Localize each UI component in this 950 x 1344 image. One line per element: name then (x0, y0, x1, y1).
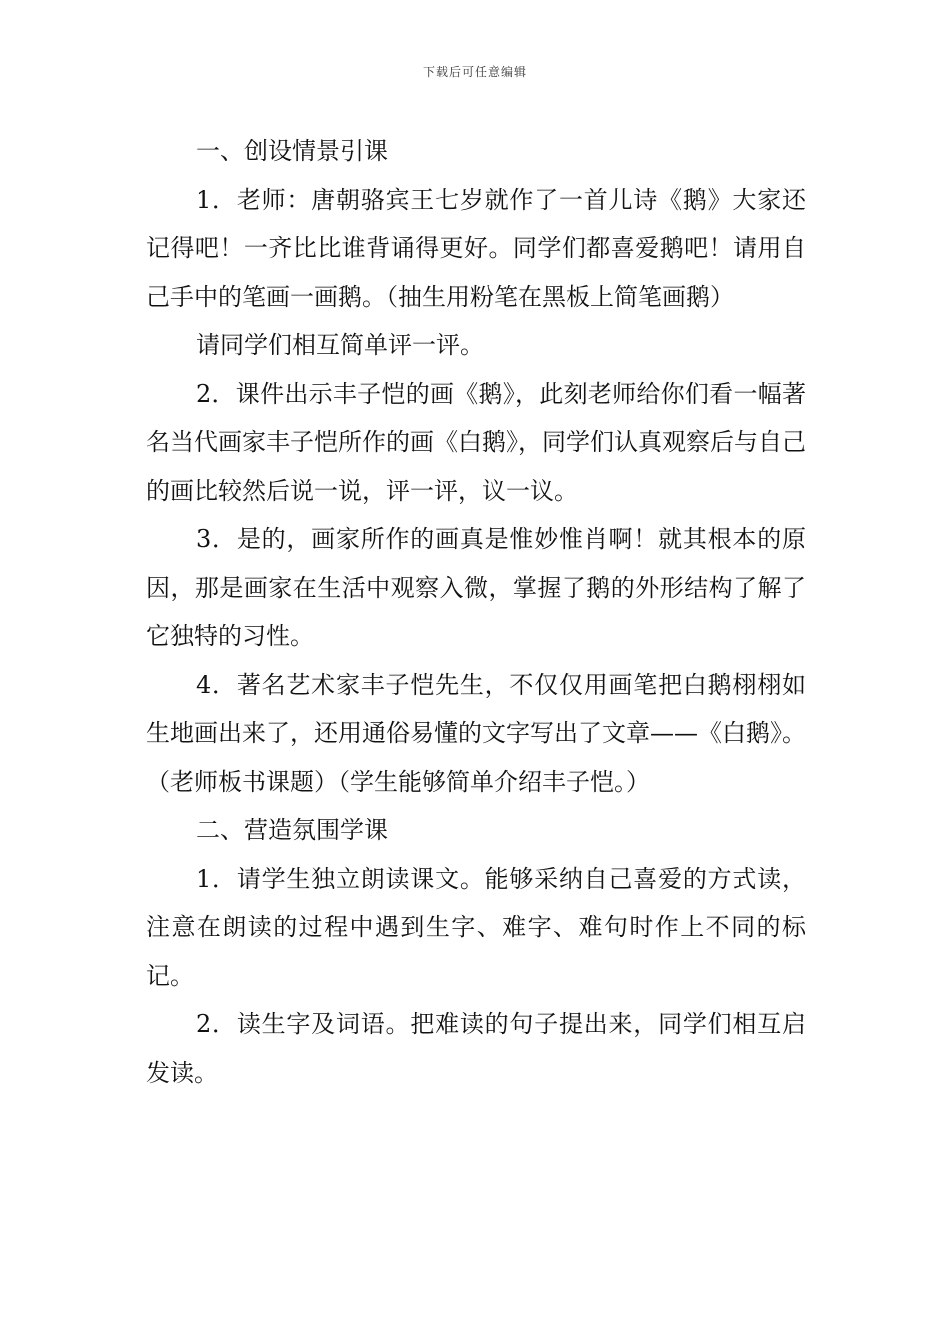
paragraph-1: 1．老师：唐朝骆宾王七岁就作了一首儿诗《鹅》大家还记得吧！一齐比比谁背诵得更好。同学们都喜爱鹅吧！请用自己手中的笔画一画鹅。（抽生用粉笔在黑板上简笔画鹅） (146, 185, 806, 311)
paragraph-3: 2．课件出示丰子恺的画《鹅》，此刻老师给你们看一幅著名当代画家丰子恺所作的画《白鹅》，同学们认真观察后与自己的画比较然后说一说，评一评，议一议。 (146, 379, 806, 505)
document-body (146, 127, 806, 1097)
paragraph-2: 请同学们相互简单评一评。 (196, 331, 484, 359)
section-heading-2: 二、营造氛围学课 (196, 816, 388, 844)
section-heading-1: 一、创设情景引课 (196, 137, 388, 165)
paragraph-6: 1．请学生独立朗读课文。能够采纳自己喜爱的方式读，注意在朗读的过程中遇到生字、难字、难句时作上不同的标记。 (146, 864, 806, 990)
paragraph-4: 3．是的，画家所作的画真是惟妙惟肖啊！就其根本的原因，那是画家在生活中观察入微，掌握了鹅的外形结构了解了它独特的习性。 (146, 525, 806, 650)
paragraph-7: 2．读生字及词语。把难读的句子提出来，同学们相互启发读。 (146, 1010, 806, 1087)
paragraph-5: 4．著名艺术家丰子恺先生，不仅仅用画笔把白鹅栩栩如生地画出来了，还用通俗易懂的文字写出了文章——《白鹅》。（老师板书课题）（学生能够简单介绍丰子恺。） (146, 670, 806, 796)
page-header-note: 下载后可任意编辑 (422, 65, 527, 79)
